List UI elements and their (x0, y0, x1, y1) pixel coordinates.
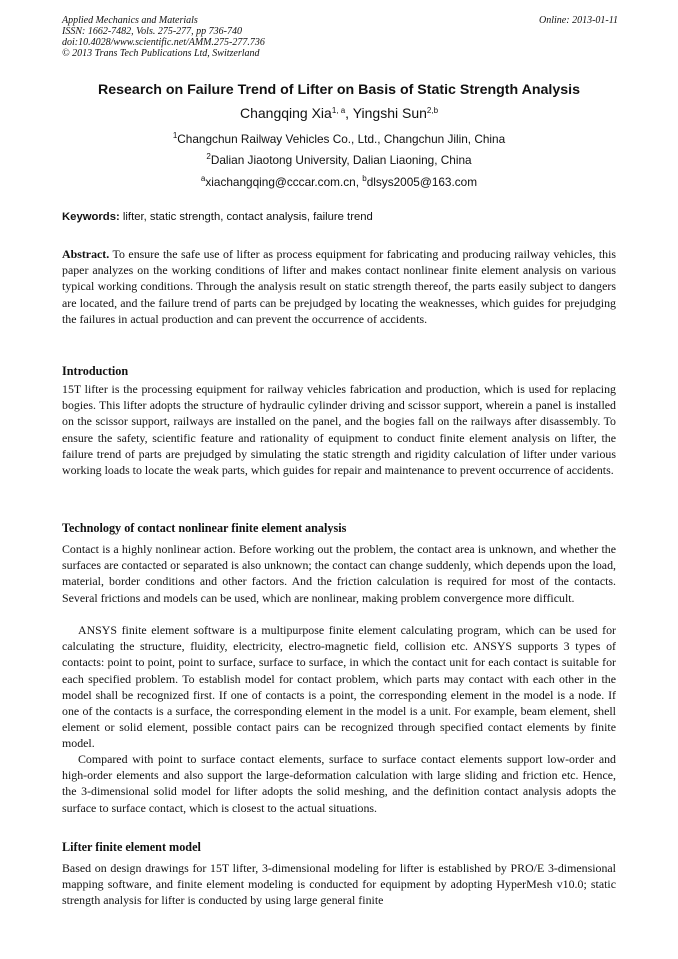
technology-paragraph-3: Compared with point to surface contact elements, surface to surface contact elements support low-order and high-order elements and also support the large-deformation calculation with large sliding and friction etc. Hence, the 3-dimensional solid model for lifter adopts the solid meshing, and the definition contact analysis adopts the surface to surface contact, which is closest to the actual situations. (62, 752, 616, 815)
model-paragraph: Based on design drawings for 15T lifter, 3-dimensional modeling for lifter is established by PRO/E 3-dimensional mapping software, and finite element modeling is conducted for equipment by adopting HyperMesh v10.0; static strength analysis for lifter is conducted by using large general finite (62, 861, 616, 908)
affiliation-1-mark: 1 (172, 131, 178, 140)
author-1-name: Changqing Xia (239, 105, 332, 121)
abstract-text: To ensure the safe use of lifter as process equipment for fabricating and producing railway vehicles, this paper analyzes on the working conditions of lifter and makes contact nonlinear finite element analysis on various typical working conditions. Through the analysis result on static strength thereof, the parts easily subject to dangers are located, and the failure trend of parts can be prejudged by locating the weaknesses, which guides for prejudging the failures in actual production and can prevent the occurrence of accidents. (62, 247, 616, 326)
affiliation-1 (30, 132, 648, 146)
author-2-name: Yingshi Sun (352, 105, 427, 121)
email-a: xiachangqing@cccar.com.cn, (205, 175, 363, 189)
author-2-affiliation-mark: 2,b (426, 106, 439, 115)
affiliation-2 (30, 153, 648, 167)
section-heading-technology: Technology of contact nonlinear finite element analysis (62, 521, 347, 535)
introduction-paragraph: 15T lifter is the processing equipment for railway vehicles fabrication and production, which is used for replacing bogies. This lifter adopts the structure of hydraulic cylinder driving and scissor support, wherein a panel is installed on the scissor support, railways are installed on the panel, and the bogies fall on the railways after disassembly. To ensure the safety, scientific feature and rationality of equipment to conduct finite element analysis on lifter, the failure trend of parts are prejudged by simulating the static strength and rigidity calculation of lifter under various working loads to locate the weak parts, which guides for repair and maintenance to prevent occurrence of accidents. (62, 382, 616, 478)
technology-paragraph-1: Contact is a highly nonlinear action. Before working out the problem, the contact area is unknown, and whether the surfaces are contacted or separated is also unknown; the contact can change suddenly, which depends upon the load, material, border conditions and other factors. And the friction calculation is required for most of the contacts. Several frictions and models can be used, which are nonlinear, making problem convergence more difficult. (62, 542, 616, 605)
author-emails (30, 175, 648, 189)
technology-paragraph-2: ANSYS finite element software is a multipurpose finite element calculating program, which can be used for calculating the structure, fluidity, electricity, electro-magnetic field, collision etc. ANSYS supports 3 types of contacts: point to point, point to surface, surface to surface, in which the contact unit for each contact is suitable for each specified problem. To establish model for contact problem, which parts may contact with each other in the model shall be recognized first. If one of contacts is a point, the corresponding element in the model is a node. If one of the contacts is a surface, the corresponding element in the model is a unit. For example, beam element, shell element or solid element, possible contact pairs can be recognized through specified contact elements by finite model. (62, 623, 616, 751)
affiliation-1-text: Changchun Railway Vehicles Co., Ltd., Changchun Jilin, China (177, 132, 506, 146)
paper-title: Research on Failure Trend of Lifter on Basis of Static Strength Analysis (98, 82, 580, 98)
abstract (62, 246, 616, 327)
email-a-mark: a (200, 174, 206, 183)
online-date: Online: 2013-01-11 (539, 15, 618, 26)
email-b-mark: b (362, 174, 367, 183)
journal-name: Applied Mechanics and Materials (62, 15, 198, 26)
affiliation-2-text: Dalian Jiaotong University, Dalian Liaoning, China (210, 153, 472, 167)
author-separator: , (345, 105, 353, 121)
issn-line: ISSN: 1662-7482, Vols. 275-277, pp 736-740 (62, 26, 242, 37)
section-heading-introduction: Introduction (62, 364, 129, 378)
doi-line: doi:10.4028/www.scientific.net/AMM.275-277.736 (62, 37, 265, 48)
affiliation-2-mark: 2 (206, 152, 211, 161)
author-1-affiliation-mark: 1, a (331, 106, 346, 115)
copyright-line: © 2013 Trans Tech Publications Ltd, Switzerland (62, 48, 260, 59)
keywords (62, 210, 618, 224)
keywords-label: Keywords: (62, 211, 120, 223)
abstract-label: Abstract. (62, 247, 110, 261)
email-b: dlsys2005@163.com (366, 175, 478, 189)
publication-header (62, 15, 618, 59)
author-list (30, 104, 648, 122)
keywords-text: lifter, static strength, contact analysis, failure trend (119, 211, 373, 223)
section-heading-model: Lifter finite element model (62, 840, 201, 854)
